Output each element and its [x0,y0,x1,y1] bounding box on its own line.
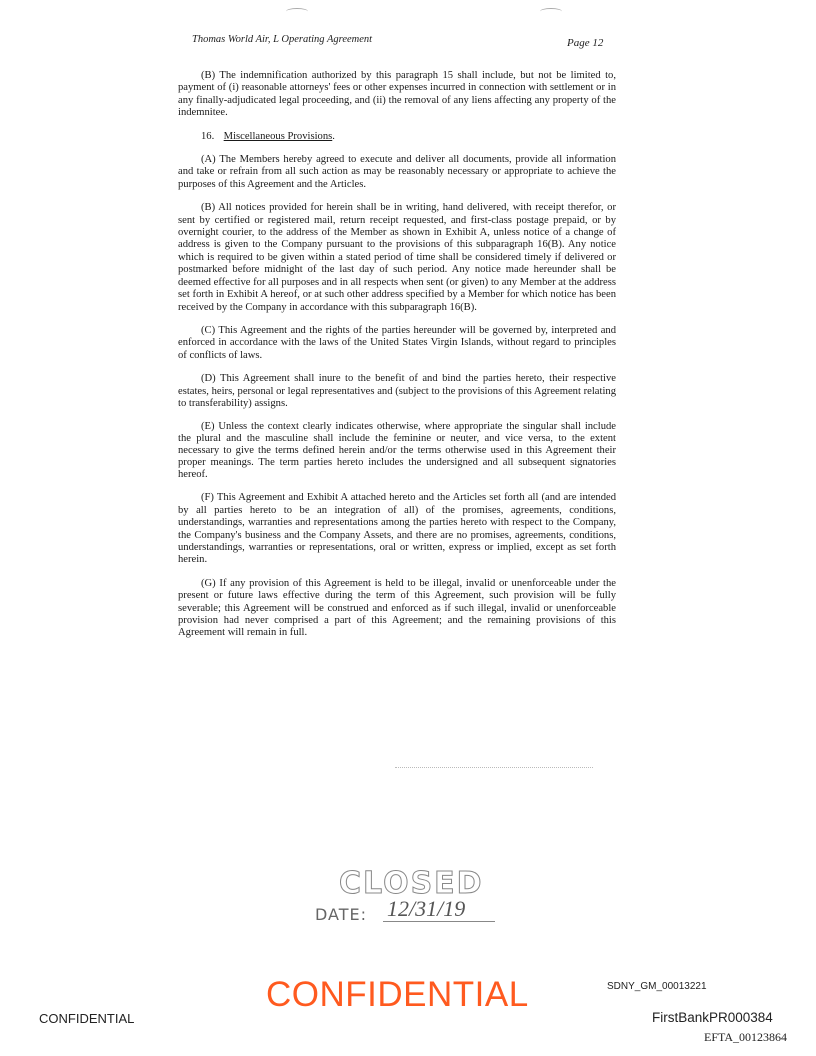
section-title: Miscellaneous Provisions [223,130,333,142]
paragraph-16d: (D) This Agreement shall inure to the benefit of and bind the parties hereto, their respective estates, heirs, personal or legal representatives and (subject to the provisions of this Agreement relating to transferability) assigns. [178,373,616,409]
confidential-label: CONFIDENTIAL [39,1011,135,1026]
stamp-underline [383,921,495,922]
paragraph-16b: (B) All notices provided for herein shall be in writing, hand delivered, with receipt therefor, or sent by certified or registered mail, return receipt requested, and first-class postage prepaid, or by overnight courier, to the address of the Member as shown in Exhibit A, unless notice of a change of address is given to the Company pursuant to the provisions of this subparagraph 16(B). Any notice which is required to be given within a stated period of time shall be considered timely if delivered or postmarked before midnight of the last day of such period. Any notice made hereunder shall be deemed effective for all purposes and in all respects when sent (or given) to any Member at the address set forth in Exhibit A hereof, or at such other address specified by a Member for which notice has been received by the Company in accordance with this subparagraph 16(B). [178,202,616,313]
scan-mark [286,8,308,15]
document-body [178,70,616,651]
paragraph-16f: (F) This Agreement and Exhibit A attached hereto and the Articles set forth all (and are intended by all parties hereto to be an integration of all) of the promises, agreements, conditions, understandings, warranties and representations among the parties hereto with respect to the Company, the Company's business and the Company Assets, and there are no promises, agreements, conditions, understandings, warranties or representations, oral or written, express or implied, except as set forth herein. [178,492,616,566]
section-number: 16. [201,130,215,142]
header-title: Thomas World Air, L Operating Agreement [192,34,373,45]
stamp-date-handwritten: 12/31/19 [387,896,466,921]
paragraph-16g: (G) If any provision of this Agreement is held to be illegal, invalid or unenforceable under the present or future laws effective during the term of this Agreement, such provision will be fully severable; this Agreement will be construed and enforced as if such illegal, invalid or unenforceable provision had never comprised a part of this Agreement; and the remaining provisions of this Agreement will remain in full. [178,577,616,639]
stamp-date-label: DATE: [315,905,368,924]
sdny-bates-number: SDNY_GM_00013221 [607,981,707,992]
firstbank-bates-number: FirstBankPR000384 [652,1010,773,1025]
scan-artifact-line [395,767,593,768]
paragraph-16a: (A) The Members hereby agreed to execute and deliver all documents, provide all information and take or refrain from all such action as may be reasonably necessary or appropriate to achieve the purposes of this Agreement and the Articles. [178,154,616,190]
closed-stamp [305,866,535,936]
paragraph-16c: (C) This Agreement and the rights of the parties hereunder will be governed by, interpreted and enforced in accordance with the laws of the United States Virgin Islands, without regard to principles of conflicts of laws. [178,324,616,361]
paragraph-16e: (E) Unless the context clearly indicates otherwise, where appropriate the singular shall include the plural and the masculine shall include the feminine or neuter, and vice versa, to the extent necessary to give the terms defined herein and/or the terms otherwise used in this Agreement their proper meanings. The term parties hereto includes the undersigned and all subsequent signatories hereof. [178,421,616,481]
stamp-word: CLOSED [339,866,484,901]
page-number: Page 12 [567,37,604,49]
paragraph-15b: (B) The indemnification authorized by this paragraph 15 shall include, but not be limited to, payment of (i) reasonable attorneys' fees or other expenses incurred in connection with settlement or in any finally-adjudicated legal proceeding, and (ii) the removal of any liens affecting any property of the indemnitee. [178,70,616,119]
scan-mark [540,8,562,15]
section-heading: 16. Miscellaneous Provisions. [201,130,335,142]
efta-number: EFTA_00123864 [704,1030,788,1044]
confidential-watermark: CONFIDENTIAL [266,975,529,1014]
